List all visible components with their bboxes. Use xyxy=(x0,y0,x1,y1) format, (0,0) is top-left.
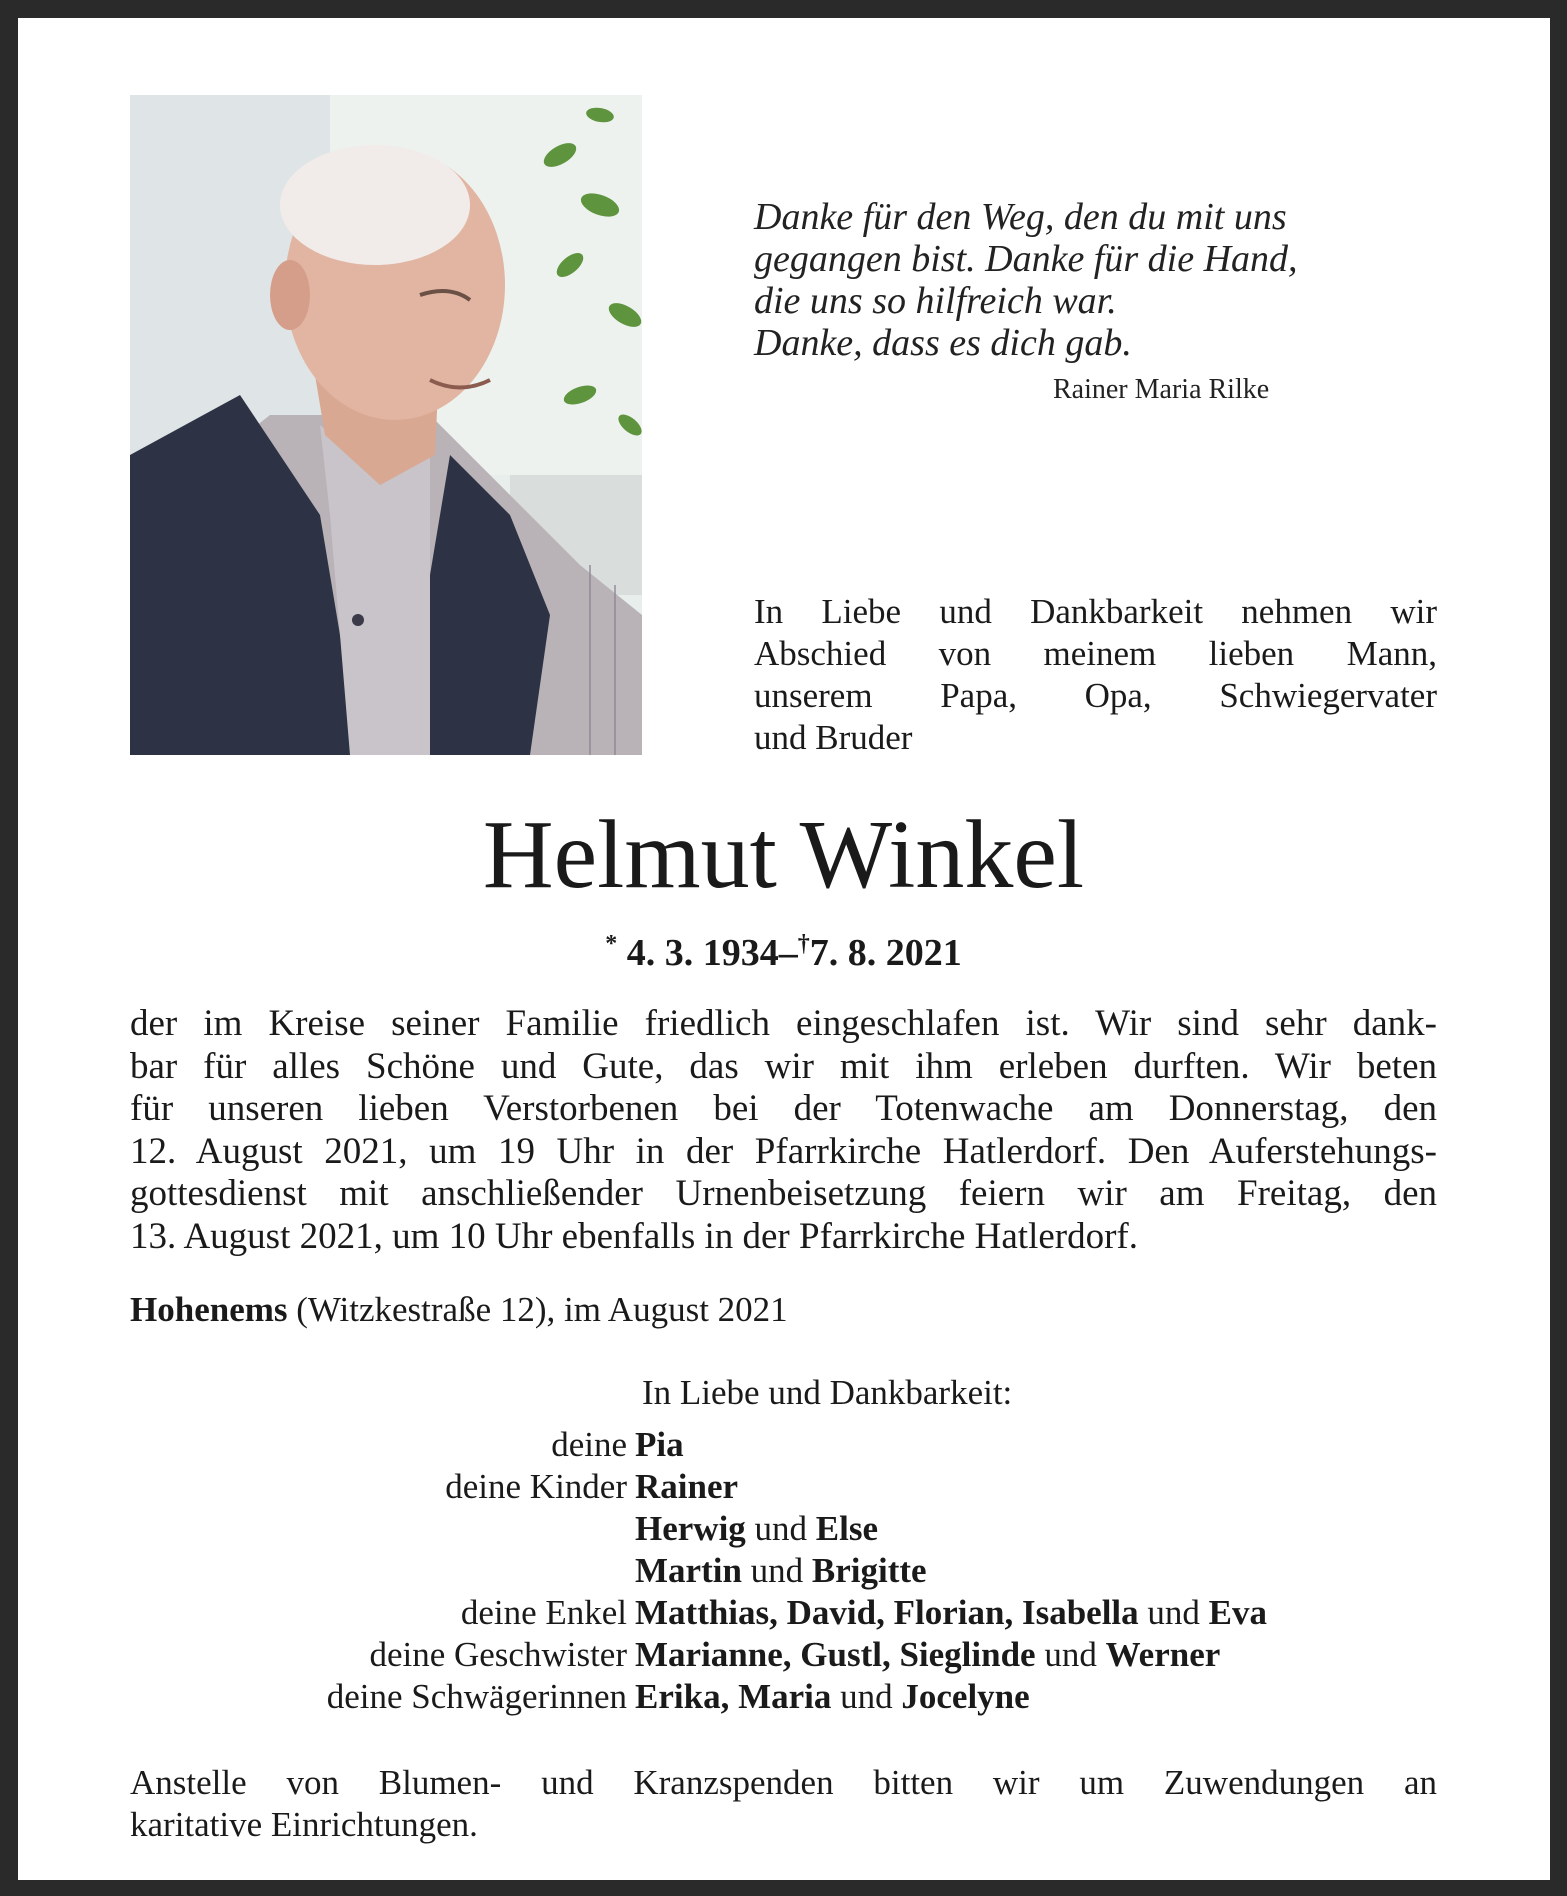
body-paragraph xyxy=(130,1003,1437,1259)
body-line: 12. August 2021, um 19 Uhr in der Pfarrkirche Hatlerdorf. Den Auferstehungs- xyxy=(130,1130,1437,1172)
life-dates xyxy=(0,922,1567,975)
quote-line: gegangen bist. Danke für die Hand, xyxy=(754,238,1298,280)
signature-name: Matthias, David, Florian, Isabella xyxy=(635,1593,1139,1632)
birth-symbol: * xyxy=(605,931,618,957)
body-line: 13. August 2021, um 10 Uhr ebenfalls in der Pfarrkirche Hatlerdorf. xyxy=(130,1215,1138,1257)
quote-author: Rainer Maria Rilke xyxy=(1053,374,1270,405)
signature-row xyxy=(130,1424,1440,1466)
body-line: bar für alles Schöne und Gute, das wir mit ihm erleben durften. Wir beten xyxy=(130,1045,1437,1087)
date-separator: – xyxy=(778,932,798,974)
place-rest: (Witzkestraße 12), im August 2021 xyxy=(287,1290,788,1329)
signature-connector: und xyxy=(745,1509,816,1548)
signature-name: Werner xyxy=(1105,1635,1221,1674)
portrait-photo xyxy=(130,95,642,755)
death-symbol: † xyxy=(797,931,810,957)
signature-row xyxy=(130,1634,1440,1676)
signature-role: deine Kinder xyxy=(445,1467,627,1506)
signature-connector: und xyxy=(831,1677,902,1716)
signature-names xyxy=(635,1550,927,1592)
signature-connector: und xyxy=(1138,1593,1209,1632)
body-line: für unseren lieben Verstorbenen bei der Totenwache am Donnerstag, den xyxy=(130,1088,1437,1130)
signature-name: Herwig xyxy=(635,1509,746,1548)
closing-line: karitative Einrichtungen. xyxy=(130,1805,478,1844)
signature-role xyxy=(130,1550,635,1592)
signatures-list xyxy=(130,1424,1440,1718)
signature-name: Marianne, Gustl, Sieglinde xyxy=(635,1635,1036,1674)
place-city: Hohenems xyxy=(130,1290,288,1329)
quote-line: Danke, dass es dich gab. xyxy=(754,322,1132,364)
signature-name: Rainer xyxy=(635,1467,739,1506)
death-date: 7. 8. 2021 xyxy=(809,932,962,974)
place-date-line xyxy=(130,1289,788,1331)
signature-names xyxy=(635,1676,1030,1718)
intro-line: In Liebe und Dankbarkeit nehmen wir xyxy=(754,592,1437,631)
signature-name: Pia xyxy=(635,1425,684,1464)
signature-names xyxy=(635,1634,1220,1676)
signature-role xyxy=(130,1508,635,1550)
signatures-heading: In Liebe und Dankbarkeit: xyxy=(642,1373,1013,1412)
signature-role: deine xyxy=(551,1425,627,1464)
signature-role: deine Schwägerinnen xyxy=(326,1677,627,1716)
rilke-quote xyxy=(754,196,1414,364)
signature-role: deine Geschwister xyxy=(369,1635,627,1674)
body-line: gottesdienst mit anschließender Urnenbeisetzung feiern wir am Freitag, den xyxy=(130,1173,1437,1215)
closing-line: Anstelle von Blumen- und Kranzspenden bitten wir um Zuwendungen an xyxy=(130,1763,1437,1802)
birth-date: 4. 3. 1934 xyxy=(626,932,779,974)
signature-row xyxy=(130,1676,1440,1718)
signature-row xyxy=(130,1466,1440,1508)
quote-line: Danke für den Weg, den du mit uns xyxy=(754,196,1287,238)
signature-names xyxy=(635,1424,684,1466)
intro-line: unserem Papa, Opa, Schwiegervater xyxy=(754,676,1437,715)
signature-row xyxy=(130,1508,1440,1550)
intro-line: und Bruder xyxy=(754,718,913,757)
signature-name: Erika, Maria xyxy=(635,1677,832,1716)
signature-role: deine Enkel xyxy=(460,1593,627,1632)
signature-name: Eva xyxy=(1208,1593,1267,1632)
signature-connector: und xyxy=(741,1551,812,1590)
signature-connector: und xyxy=(1035,1635,1106,1674)
signature-row xyxy=(130,1592,1440,1634)
signature-name: Jocelyne xyxy=(901,1677,1030,1716)
signature-names xyxy=(635,1508,878,1550)
signature-names xyxy=(635,1592,1267,1634)
intro-paragraph xyxy=(754,591,1437,759)
quote-line: die uns so hilfreich war. xyxy=(754,280,1117,322)
signature-name: Else xyxy=(815,1509,879,1548)
body-line: der im Kreise seiner Familie friedlich eingeschlafen ist. Wir sind sehr dank- xyxy=(130,1003,1437,1044)
signature-name: Martin xyxy=(635,1551,742,1590)
portrait-icon xyxy=(130,95,642,755)
intro-line: Abschied von meinem lieben Mann, xyxy=(754,634,1437,673)
signature-names xyxy=(635,1466,738,1508)
signature-row xyxy=(130,1550,1440,1592)
closing-paragraph xyxy=(130,1762,1437,1846)
deceased-name: Helmut Winkel xyxy=(482,801,1085,909)
signature-name: Brigitte xyxy=(811,1551,927,1590)
